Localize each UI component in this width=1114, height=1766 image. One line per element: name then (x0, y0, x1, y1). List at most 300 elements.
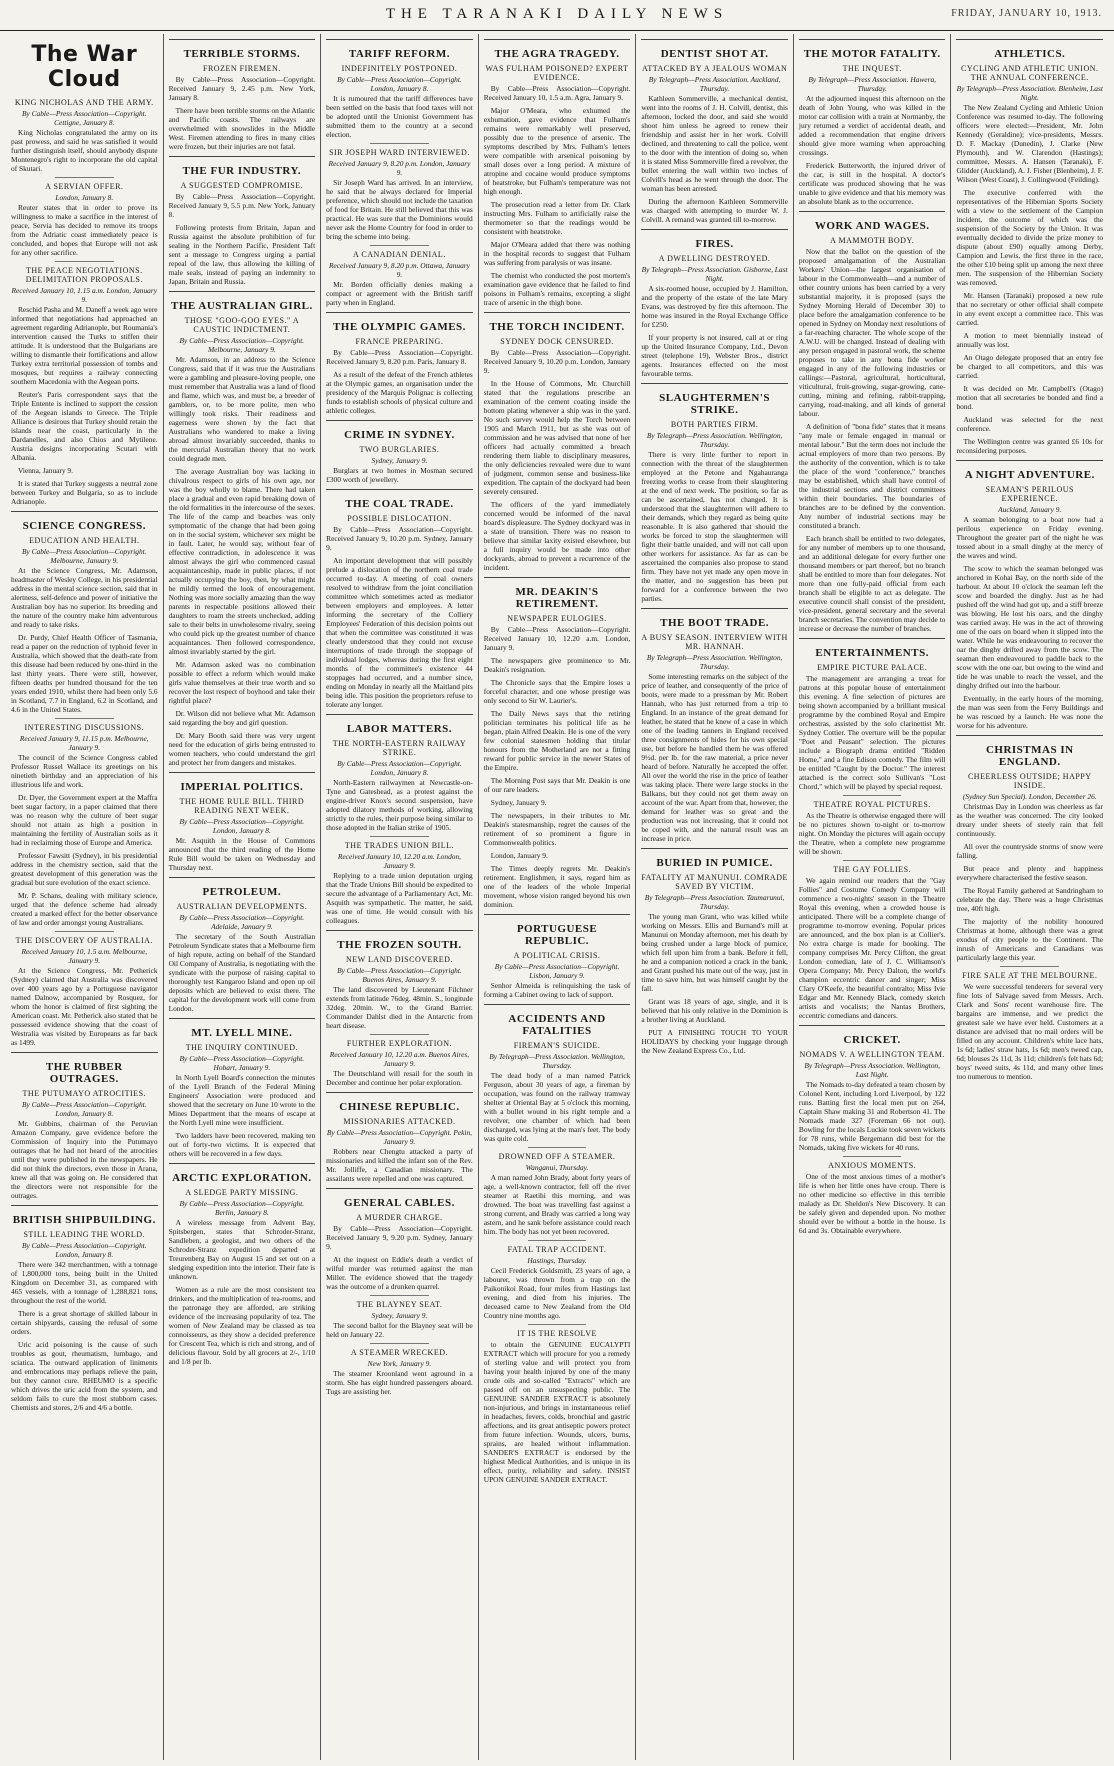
article-headline: TARIFF REFORM. (348, 48, 450, 60)
article-paragraph: Frederick Butterworth, the injured driver of the car, is still in the hospital. A doctor's certificate was produced showing that he was unable to give evidence and that his memory was an absolute blank as to the occurrence. (798, 161, 946, 206)
article-paragraph: Uric acid poisoning is the cause of such troubles as gout, rheumatism, lumbago, and sciatica. The outward application of liniments and embrocations may perhaps relieve the pain, but they cannot cure. RHEUMO is a specific which drives the uric acid from the system, and seldom fails to cure the most stubborn cases. Chemists and stores, 2/6 and 4/6 a bottle. (11, 1340, 158, 1412)
article-headline: LABOR MATTERS. (346, 723, 453, 735)
article-paragraph: Reuter's Paris correspondent says that the Triple Entente is inclined to support the cession of the Aegean islands to Greece. The Triple Alliance is desirous that Turkey should retain the islands near the coast, particularly in the Dardanelles, and also Chios and Mytilene. Austria designs incorporating Scutari with Albania. (11, 390, 158, 462)
subsection-divider (55, 261, 114, 262)
article-subheading: FROZEN FIREMEN. (203, 64, 281, 73)
article-dateline: By Telegraph—Press Association. Hawera, Thursday. (808, 75, 936, 93)
article-dateline: Received January 10, 1.5 a.m. Melbourne, January 9. (21, 947, 148, 965)
article-subheading: THEATRE ROYAL PICTURES. (813, 800, 931, 809)
subsection-divider (1000, 966, 1059, 967)
section-divider (641, 608, 788, 609)
article-headline: THE AGRA TRAGEDY. (494, 48, 620, 60)
article-headline: THE FROZEN SOUTH. (337, 939, 462, 951)
article (11, 42, 158, 173)
article-paragraph: It is stated that Turkey suggests a neutral zone between Turkey and Bulgaria, so as to include Adrianople. (11, 479, 158, 506)
article-subheading: THE NORTH-EASTERN RAILWAY STRIKE. (332, 739, 467, 757)
article (11, 1205, 158, 1412)
article-paragraph: The Times deeply regrets Mr. Deakin's retirement. Englishmen, it says, regard him as one of the leaders of the whole Imperial movement, whose vision ranged beyond his own dominion. (483, 864, 631, 909)
article-subheading: KING NICHOLAS AND THE ARMY. (14, 98, 154, 107)
section-divider (326, 1188, 473, 1189)
column-6 (794, 34, 952, 1760)
subsection-divider (55, 931, 114, 932)
article (326, 143, 473, 241)
section-divider (326, 39, 473, 40)
section-divider (11, 1205, 158, 1206)
newspaper-title: THE TARANAKI DAILY NEWS (385, 6, 729, 22)
article-paragraph: Kathleen Sommerville, a mechanical dentist, went into the rooms of J. H. Colvill, dentist, this afternoon, locked the door, and said she would shoot him unless he agreed to renew their friendship and assist her in her work. Colvill declined, and threatening to call the police, went to the door with the intention of doing so, when it is stated Miss Sommerville fired a revolver, the bullet entering the wall within two inches of Colvill's head as he went through the door. The woman has been arrested. (641, 94, 788, 193)
article-subheading: ATTACKED BY A JEALOUS WOMAN (641, 64, 788, 73)
article-subheading: THE TRADES UNION BILL. (344, 841, 454, 850)
article-paragraph: By Cable—Press Association—Copyright. Received January 9, 2.45 p.m. New York, January 8. (168, 75, 316, 102)
article-dateline: Sydney, January 9. (371, 456, 428, 465)
article-subheading: FURTHER EXPLORATION. (346, 1039, 452, 1048)
article (326, 312, 473, 415)
article-subheading: DROWNED OFF A STEAMER. (498, 1152, 616, 1161)
article-subheading: MISSIONARIES ATTACKED. (343, 1117, 456, 1126)
article-headline: CRICKET. (843, 1034, 901, 1046)
article-paragraph: The executive conferred with the representatives of the Hibernian Sports Society with a view to the settlement of the Campion incident, the outcome of which was the suspension of the Society by the Union. It was eventually decided to divide the prize money to dispute (about £90) equally among Derby, Campion and Lewis, the first three in the race, the other £10 being split up among the next three men. The suspension of the Hibernian Society was removed. (956, 188, 1104, 287)
section-divider (169, 1018, 316, 1019)
article-dateline: By Cable—Press Association—Copyright. Melbourne, January 9. (179, 336, 305, 354)
article-subheading: FIRE SALE AT THE MELBOURNE. (962, 971, 1098, 980)
section-divider (169, 1163, 316, 1164)
article-subheading: WAS FULHAM POISONED? EXPERT EVIDENCE. (485, 64, 629, 82)
article (326, 489, 473, 709)
article-dateline: By Telegraph—Press Association. Wellington, Last Night. (804, 1061, 940, 1079)
article-paragraph: By Cable—Press Association—Copyright. Received January 9, 9.20 p.m. Sydney, January 9. (326, 1224, 473, 1251)
article-dateline: By Cable—Press Association—Copyright. Hobart, January 9. (179, 1054, 305, 1072)
article-subheading: FATAL TRAP ACCIDENT. (507, 1245, 607, 1254)
section-divider (11, 511, 158, 512)
article-headline: THE FUR INDUSTRY. (182, 165, 302, 177)
column-7 (951, 34, 1108, 1760)
article-paragraph: A definition of "bona fide" states that it means "any male or female engaged in manual or mental labour." But the term does not include the actual employers of more than two persons. By the authority of the convention, which is to take the place of the word "conference," branches may be established, which shall have control of the industrial sections and district committees within their boundaries. The boundaries of branches are to be defined by the convention. Any number of industrial sections may be constituted a branch. (798, 422, 946, 530)
article (169, 291, 316, 767)
article (169, 772, 316, 872)
article-paragraph: The officers of the yard immediately concerned would be informed of the naval board's displeasure. The Sydney dockyard was in a state of transition. There was no reason to believe that similar laxity existed elsewhere, but a full inquiry would be made into other dockyards, abroad to prevent a recurrence of the incident. (483, 500, 631, 572)
article-paragraph: Dr. Wilson did not believe what Mr. Adamson said regarding the boy and girl question. (168, 709, 316, 727)
article (326, 1343, 473, 1396)
article-paragraph: The young man Grant, who was killed while working on Messrs. Ellis and Burnand's mill at Manunui on Monday afternoon, met his death by being crushed under a large block of pumice, which fell upon him from a bank. Before it fell, he and a companion noticed a crack in the bank, and Grant pushed his mate out of the way, just in time to save him, but was himself caught by the fall. (641, 912, 788, 993)
article (799, 39, 946, 206)
article (799, 211, 946, 633)
article-paragraph: It was decided on Mr. Campbell's (Otago) motion that all secretaries be bonded and find a bond. (956, 384, 1104, 411)
article-paragraph: There is a great shortage of skilled labour in certain shipyards, causing the refusal of some orders. (11, 1309, 158, 1336)
article (11, 511, 158, 714)
subsection-divider (370, 836, 429, 837)
article-dateline: By Telegraph—Press Association. Blenheim, Last Night. (956, 84, 1103, 102)
article-paragraph: The dead body of a man named Patrick Ferguson, about 30 years of age, a fireman by occupation, was found on the railway tramway shelter at Oriental Bay at 5 o'clock this morning, with a bullet wound in his right temple and a revolver, one chamber of which had been discharged, was lying at the man's feet. The body was quite cold. (483, 1071, 631, 1143)
article (799, 1025, 946, 1152)
article-subheading: A POLITICAL CRISIS. (513, 951, 601, 960)
subsection-divider (843, 860, 902, 861)
article-paragraph: Now that the ballot on the question of the proposed amalgamation of the Australian Workers' Union—the largest organisation of labour in the Commonwealth—and a number of other country unions has been carried by a very substantial majority, it is proposed (says the Sydney Morning Herald of December 30) to place before the amalgamation conference to be opened in Sydney on Monday next resolutions of a far-reaching character. The whole scope of the A.W.U. will be changed. Instead of dealing with any person engaged in pastoral work, the scheme proposes to take in any bona fide worker engaged in any of the following industries or callings:—Pastoral, agricultural, horticultural, viticultural, fruit-growing, sugar-growing, cane-cutting, mining and refining, rabbit-trapping, carrying, road-making, and all kinds of general labour. (798, 247, 946, 418)
masthead (0, 0, 1114, 31)
article-headline: GENERAL CABLES. (344, 1197, 455, 1209)
article-paragraph: The Daily News says that the retiring politician terminates his political life as he began, plain Alfred Deakin. He is one of the very few colonial statesmen holding that titular honours from the Motherland are not a fitting reward for public service in the newer States of the Empire. (483, 709, 631, 772)
article-paragraph: By Cable—Press Association—Copyright. Received January 9, 5.5 p.m. New York, January 8. (168, 192, 316, 219)
subsection-divider (55, 177, 114, 178)
article-headline: THE COAL TRADE. (345, 498, 454, 510)
article-dateline: Received January 10, 12.20 a.m. Buenos Aires, January 9. (329, 1050, 470, 1068)
section-divider (326, 1092, 473, 1093)
article (11, 718, 158, 927)
article-subheading: NEWSPAPER EULOGIES. (507, 614, 607, 623)
article-paragraph: One of the most anxious times of a mother's life is when her little ones have croup. There is no other medicine so effective in this terrible malady as Dr. Sheldon's New Discovery. It can be safely given and depended upon. No mother should ever be without a bottle in the house. 1s 6d and 3s. Obtainable everywhere. (798, 1172, 946, 1235)
article (956, 39, 1103, 455)
article (326, 245, 473, 307)
article (484, 914, 631, 999)
article-paragraph: North-Eastern railwaymen at Newcastle-on-Tyne and Gateshead, as a protest against the engine-driver Knox's second suspension, have adopted dilatory methods of working, allowing strictly to the rules, their purpose being similar to those adopted in the Italian strike of 1905. (326, 778, 473, 832)
subsection-divider (370, 143, 429, 144)
article (11, 177, 158, 257)
subsection-divider (370, 1034, 429, 1035)
article-subheading: NOMADS V. A WELLINGTON TEAM. (799, 1050, 945, 1059)
article-paragraph: In North Lyell Board's connection the minutes of the Lyell Branch of the Federal Mining Engineers' Association were produced and showed that the secretary on June 10 wrote to the Mines Department that the means of escape at the North Lyell mine were insufficient. (168, 1073, 316, 1127)
article-dateline: By Telegraph—Press Association. Wellington, Thursday. (646, 653, 783, 671)
article-paragraph: In the House of Commons, Mr. Churchill stated that the regulations prescribe an examination of the cement coating inside the bottom plating whenever a ship was in the yard. No such survey would help the Torch between 1905 and March 1911, but as she was out of commission and he was advised that none of her officers had actually committed a breach rendering them liable to disciplinary measures, the only deficiencies revealed were due to want of judgment, common sense and business-like expedition. The captain of the dockyard had been severely censured. (483, 379, 631, 496)
article-paragraph: The Nomads to-day defeated a team chosen by Colonel Kent, including Lord Liverpool, by 122 runs. Batting first the local men put on 264, Captain Shaw making 31 and Robertson 41. The Nomads made 327 (Foreman 66 not out). Bowling for the locals Luckie took seven wickets for 78 runs, while Bergemann did best for the Nomads, taking five wickets for 40 runs. (798, 1080, 946, 1152)
article-subheading: POSSIBLE DISLOCATION. (347, 514, 452, 523)
article-paragraph: Women as a rule are the most consistent tea drinkers, and the multiplication of tea-rooms, and the patronage they are afforded, are striking evidence of the increasing popularity of tea. The women of New Zealand may be classed as tea connoisseurs, as they show a decided preference for Crescent Tea, which is rich and strong, and of delicious flavour. Sold by all grocers at 2/-, 1/10 and 1/8 per lb. (168, 1285, 316, 1366)
section-divider (169, 772, 316, 773)
article-dateline: By Cable—Press Association—Copyright. Lisbon, January 9. (494, 962, 620, 980)
article-paragraph: Some interesting remarks on the subject of the price of leather, and consequently of the price of boots, were made to a pressman by Mr. Robert Hannah, who has just returned from a trip to England. In an instance of the great demand for leather, he stated that he knew of a case in which one of the leading tanners in England received three consignments of hides for his own special use, but before he handled them he was offered 9½d. per lb. for the raw material, a price never heard of before. Naturally he accepted the offer. All over the world the rise in the price of leather was taking place. There were large stocks in the Balkans, but they could not get them away on account of the war. Apart from that, however, the demand for leather was so great and the production was not increasing, that it could not be coped with, and the natural result was an increase in price. (641, 672, 788, 843)
article (956, 460, 1103, 730)
article-paragraph: Reuter states that in order to prove its willingness to make a sacrifice in the interest of peace, Servia has decided to remove its troops from the Adriatic coast immediately peace is concluded, and hopes that Europe will not ask for any other sacrifice. (11, 203, 158, 257)
article-headline: IMPERIAL POLITICS. (180, 781, 304, 793)
column-1 (6, 34, 164, 1760)
article-paragraph: During the afternoon Kathleen Sommerville was charged with attempting to murder W. J. Colvill. A remand was granted till to-morrow. (641, 197, 788, 224)
subsection-divider (843, 795, 902, 796)
article-headline: PETROLEUM. (202, 886, 282, 898)
article-dateline: Wanganui, Thursday. (525, 1163, 589, 1172)
article-paragraph: The council of the Science Congress cabled Professor Russel Wallace its greetings on his ninetieth birthday and an appreciation of his illustrious life and work. (11, 753, 158, 789)
article (799, 860, 946, 1020)
article-subheading: FRANCE PREPARING. (355, 337, 444, 346)
section-divider (641, 848, 788, 849)
section-divider (799, 1025, 946, 1026)
article-paragraph: Mr. Gubbins, chairman of the Peruvian Amazon Company, gave evidence before the Commission of Inquiry into the Putumayo outrages that he had not heard of the atrocities until they were published in the newspapers. He did not think the directors, even those in Arana, knew all that was going on. He considered that the directors were not responsible for the outrages. (11, 1119, 158, 1200)
article-paragraph: The Deutschland will resail for the south in December and continue her polar exploration. (326, 1069, 473, 1087)
article-paragraph: If your property is not insured, call at or ring up the United Insurance Company, Ltd., Devon street (telephone 19), Webster Bros., district agents. Insurances effected on the most favourable terms. (641, 333, 788, 378)
section-divider (169, 291, 316, 292)
article-headline: THE MOTOR FATALITY. (803, 48, 941, 60)
article-subheading: TWO BURGLARIES. (359, 445, 440, 454)
article-paragraph: The chemist who conducted the post mortem's examination gave evidence that he failed to find poisons in Fulham's remains, excepting a slight trace of arsenic in the thigh bone. (483, 271, 631, 307)
article-paragraph: It is rumoured that the tariff differences have been settled on the basis that food taxes will not be adopted until the Unionist Government has submitted them to the country at a second election. (326, 94, 473, 139)
article-dateline: Received January 10, 1.15 a.m. London, January 9. (11, 286, 158, 304)
article-subheading: IT IS THE RESOLVE (517, 1329, 597, 1338)
article-paragraph: Mr. Adamson, in an address to the Science Congress, said that if it was true the Australians were a gambling and pleasure-loving people, one must remember that Australia was a land of flood and flame, which was, and must be, a breeder of gamblers, or, to be more polite, men who willingly took risks. Their readiness and eagerness were shown by the fact that Australians who wandered to make a living abroad almost invariably succeeded, thanks to the mercurial Australian theory that no work could degrade men. (168, 355, 316, 463)
article (326, 1295, 473, 1339)
article-paragraph: Burglars at two homes in Mosman secured £300 worth of jewellery. (326, 466, 473, 484)
article-dateline: By Cable—Press Association—Copyright. London, January 8. (337, 759, 462, 777)
article-headline: THE RUBBER OUTRAGES. (45, 1061, 123, 1085)
article-paragraph: PUT A FINISHING TOUCH TO YOUR HOLIDAYS by checking your luggage through the New Zealand Express Co., Ltd. (641, 1028, 788, 1055)
section-divider (956, 39, 1103, 40)
section-divider (799, 638, 946, 639)
article (641, 39, 788, 224)
article-paragraph: Replying to a trade union deputation urging that the Trade Unions Bill should be expedited to secure the advantage of a Parliamentary Act, Mr. Asquith was sympathetic. The matter, he said, was one of time. He would consult with his colleagues. (326, 871, 473, 925)
article-headline: CHINESE REPUBLIC. (339, 1101, 460, 1113)
article (11, 261, 158, 506)
column-3 (321, 34, 479, 1760)
article-paragraph: An important development that will possibly prelude a dislocation of the northern coal trade occurred to-day. A meeting of coal owners resolved to withdraw from the joint conciliation committee which sometimes acted as mediator between employers and employees. A letter informing the secretary of the Colliery Employees' Federation of this decision points out that when the committee was constituted it was clearly understood that they could not excuse interruptions of trade through the stoppage of individual lodges, whereas during the first eight months of the committee's existence 44 stoppages had occurred, and a number since, ending on Monday in nearly all the Maitland pits being idle. This position the proprietors refuse to tolerate any longer. (326, 556, 473, 709)
article-dateline: By Cable—Press Association—Copyright. Berlin, January 8. (179, 1199, 305, 1217)
section-divider (484, 312, 631, 313)
column-2 (164, 34, 322, 1760)
subsection-divider (370, 1343, 429, 1344)
subsection-divider (528, 1240, 587, 1241)
article (641, 383, 788, 603)
section-divider (326, 420, 473, 421)
article-subheading: A BUSY SEASON. INTERVIEW WITH MR. HANNAH. (641, 633, 788, 651)
article-subheading: FIREMAN'S SUICIDE. (513, 1041, 601, 1050)
article-paragraph: Eventually, in the early hours of the morning, the man was seen from the Ferry Buildings and he was rescued by a launch. He was none the worse for his adventure. (956, 694, 1104, 730)
article-headline: CHRISTMAS IN ENGLAND. (985, 744, 1074, 768)
article-headline: CRIME IN SYDNEY. (344, 429, 455, 441)
section-divider (641, 383, 788, 384)
article-dateline: Auckland, January 9. (998, 505, 1062, 514)
section-divider (799, 211, 946, 212)
section-divider (956, 460, 1103, 461)
article-subheading: EMPIRE PICTURE PALACE. (817, 663, 928, 672)
article-headline: THE OLYMPIC GAMES. (332, 321, 466, 333)
article-headline: WORK AND WAGES. (814, 220, 930, 232)
article-dateline: New York, January 9. (367, 1359, 432, 1368)
article-paragraph: The New Zealand Cycling and Athletic Union Conference was resumed to-day. The following officers were elected:—President, Mr. John Kennedy (Geraldine); vice-presidents, Messrs. D. F. Mackay (Dunedin), J. Clarke (New Plymouth), and W. Clarendon (Hastings); committee, Messrs. A. Hansen (Taranaki), F. Glidder (Auckland), A. J. Fisher (Blenheim), J. F. Wilson (West Coast), J. Collingwood (Feilding). (956, 103, 1104, 184)
article-headline: PORTUGUESE REPUBLIC. (516, 923, 598, 947)
article-headline: THE AUSTRALIAN GIRL. (171, 300, 313, 312)
article-paragraph: Robbers near Chengtu attacked a party of missionaries and killed the infant son of the Rev. Mr. Jolliffe, a Canadian missionary. The assailants were repelled and one was captured. (326, 1147, 473, 1183)
article-dateline: By Telegraph—Press Association. Auckland, Thursday. (648, 75, 781, 93)
article (326, 1092, 473, 1183)
section-divider (326, 714, 473, 715)
article-paragraph: By Cable—Press Association—Copyright. Received January 9, 10.20 p.m. London, January 9. (483, 348, 631, 375)
article-paragraph: Mr. Borden officially denies making a compact or agreement with the British tariff party when in England. (326, 280, 473, 307)
article-headline: ATHLETICS. (994, 48, 1066, 60)
article-dateline: By Cable—Press Association—Copyright. Buenos Aires, January 9. (337, 966, 462, 984)
article-paragraph: There were 342 merchantmen, with a tonnage of 1,800,000 tons, being built in the United Kingdom on December 31, as compared with 465 vessels, with a tonnage of 1,288,821 tons, throughout the rest of the world. (11, 1260, 158, 1305)
article-paragraph: Major O'Meara, who exhumed the exhumation, gave evidence that Fulham's remains were remarkably well preserved, possibly due to the presence of arsenic. The symptoms described by Mrs. Fulham's letters were compatible with arsenical poisoning by small doses over a long period. A mixture of atropine and cocaine would produce symptoms of heatstroke, but Fulham's temperature was not high enough. (483, 106, 631, 196)
article-subheading: THOSE "GOO-GOO EYES." A CAUSTIC INDICTMENT. (184, 316, 300, 334)
article (484, 1324, 631, 1484)
article-paragraph: By Cable—Press Association—Copyright. Received January 10, 1.5 a.m. Agra, January 9. (483, 84, 631, 102)
article (326, 39, 473, 139)
article-headline: A NIGHT ADVENTURE. (964, 469, 1095, 481)
article-headline: ENTERTAINMENTS. (815, 647, 929, 659)
article (799, 1156, 946, 1235)
article-paragraph: By Cable—Press Association—Copyright. Received January 9, 8.20 p.m. Paris, January 8. (326, 348, 473, 366)
article (326, 714, 473, 832)
article-paragraph: The management are arranging a treat for patrons at this popular house of entertainment this evening. A fine selection of pictures are being shown accompanied by a brilliant musical programme by the combined Royal and Empire orchestras, assisted by the solo clarinettist Mr. Sydney Cottier. The overture will be the popular "Poet and Peasant" selection. The pictures include a Biograph drama entitled "Ridden Home," and a fine Edison comedy. The film will be entitled "Caught by the Doctor." The interest attached is the correct solo Sullivan's "Lost Chord," which will be played by special request. (798, 674, 946, 791)
article-paragraph: Mr. Hansen (Taranaki) proposed a new rule that no secretary or other official shall compete in any event except a committee race. This was carried. (956, 291, 1104, 327)
article-headline: The War Cloud (31, 42, 138, 92)
article-headline: BRITISH SHIPBUILDING. (12, 1214, 156, 1226)
article-paragraph: A seaman belonging to a boat now had a perilous experience on Friday evening. Throughout the greater part of the night he was tossed about in a small dinghy at the mercy of the waves and wind. (956, 515, 1104, 560)
article-paragraph: We again remind our readers that the "Gay Follies" and Costume Comedy Company will commence a two-nights' season in the Theatre Royal this evening, when a crowded house is anticipated. There will be a complete change of programme to-morrow evening. Popular prices are announced, and the box plan is at Collier's. No extra charge is made for booking. The company comprises Mr. Percy Clifton, the great London comedian, late of J. C. Williamson's Opera Company; Mr. Percy Dalton, the world's champion eccentric dancer and singer; Miss Clary O'Keefe, the beautiful contralto; Miss Ivie Edgar and Mr. Kennedy Black, comedy sketch artists and vocalists; the Nantas Brothers, eccentric comedians and dancers. (798, 876, 946, 1020)
article-headline: BURIED IN PUMICE. (656, 857, 773, 869)
article (641, 229, 788, 378)
article (799, 638, 946, 791)
article-dateline: By Cable—Press Association—Copyright. Pekin, January 9. (326, 1128, 473, 1146)
article-paragraph: Dr. Dyer, the Government expert at the Maffra beet sugar factory, in a paper claimed that there was no reason why the culture of beet sugar should not attain as high a position in maintaining the fertility of Australian soils as it had in reclaiming those of Europe and America. (11, 793, 158, 847)
article-paragraph: A six-roomed house, occupied by J. Hamilton, and the property of the estate of the late Mary Evans, was destroyed by fire this afternoon. The home was insured in the Royal Exchange Office for £250. (641, 284, 788, 329)
subsection-divider (528, 1324, 587, 1325)
column-5 (636, 34, 794, 1760)
article-paragraph: Professor Fawsitt (Sydney), in his presidential address in the chemistry section, said that the greatest development of this generation was the gradual but sure evolution of the exact science. (11, 851, 158, 887)
section-divider (799, 39, 946, 40)
article-paragraph: Sydney, January 9. (490, 798, 547, 807)
article-subheading: SEAMAN'S PERILOUS EXPERIENCE. (985, 485, 1074, 503)
section-divider (169, 39, 316, 40)
article (484, 1240, 631, 1320)
article-paragraph: The majority of the nobility honoured Christmas at home, although there was a great exodus of city people to the Continent. The inrush of Americans and Canadians was particularly large this year. (956, 917, 1104, 962)
article-paragraph: The scow to which the seaman belonged was anchored in Kohai Bay, on the north side of the harbour. At about 10 o'clock the seaman left the scow and boarded the dinghy. Just as he had pushed off the wind had got up, and a stiff breeze was blowing. He lost his oars, and the dinghy was carried away. He was in the act of throwing one of the oars on board when it slipped into the water. While he was endeavouring to recover the oar the dinghy drifted away from the scow. The seaman then endeavoured to paddle back to the scow with the one oar, but owing to the wind and tide he was unable to reach the vessel, and the dinghy drifted out into the harbour. (956, 564, 1104, 690)
article-paragraph: Senhor Almeida is relinquishing the task of forming a Cabinet owing to lack of support. (483, 981, 631, 999)
article-headline: MT. LYELL MINE. (191, 1027, 293, 1039)
article-headline: DENTIST SHOT AT. (660, 48, 769, 60)
section-divider (169, 877, 316, 878)
article (484, 312, 631, 572)
article (169, 39, 316, 151)
article-paragraph: London, January 9. (490, 851, 548, 860)
article-paragraph: Reschid Pasha and M. Daneff a week ago were informed that negotiations had approached an agreement regarding Adrianople, but Roumania's intervention caused the Turks to stiffen their attitude. It is understood that the Bulgarians are willing to dismantle their fortifications and allow Turkey extra territorial possession of tombs and mosques, but requires a railway connecting southern Macedonia with the Aegean ports. (11, 305, 158, 386)
article-paragraph: A man named John Brady, about forty years of age, a well-known contractor, fell off the river steamer at Raetihi this morning, and was drowned. The boat was travelling fast against a strong current, and Brady was carried a long way astern, and he sank before assistance could reach him. The body has not yet been recovered. (483, 1173, 631, 1236)
section-divider (484, 1004, 631, 1005)
article-paragraph: We were successful tenderers for several very fine lots of Salvage saved from Messrs. Arch. Clark and Sons' recent warehouse fire. The bargains are immense, and we predict the greatest sale we have ever held. Customers at a distance are advised that no mail orders will be filled on any account. Children's white lace hats, 1s 6d; ladies' straw hats, 1s 6d; men's tweed cap, 6d; blouses 2s 11d, 3s 11d; children's felt hats 6d; boys' tweed suits, 4s 11d, and many other lines too numerous to mention. (956, 982, 1104, 1081)
section-divider (326, 489, 473, 490)
article-paragraph: Vienna, January 9. (18, 466, 73, 475)
article-subheading: THE PUTUMAYO ATROCITIES. (22, 1089, 147, 1098)
article-subheading: A MAMMOTH BODY. (830, 236, 915, 245)
article-subheading: THE INQUEST. (842, 64, 902, 73)
article-paragraph: Dr. Purdy, Chief Health Officer of Tasmania, read a paper on the reduction of typhoid fever in Australia, which showed that the death-rate from this disease had been reduced by one-third in the last thirty years. There were still, however, fifteen deaths per hundred thousand for the ten years ended 1910, whilst there had been only 5.6 in Scotland, 7.7 in England, 6.2 in Scotland, and 4.6 in the United States. (11, 633, 158, 714)
article-subheading: THE DISCOVERY OF AUSTRALIA. (15, 936, 153, 945)
article-subheading: A SERVIAN OFFER. (45, 182, 124, 191)
article (799, 795, 946, 856)
article-headline: FIRES. (695, 238, 734, 250)
section-divider (326, 930, 473, 931)
article-paragraph: As the Theatre is otherwise engaged there will be no pictures shown to-night or to-morrow night. On Monday the pictures will again occupy the Theatre, when a complete new programme will be shown. (798, 811, 946, 856)
article (484, 577, 631, 909)
article-paragraph: There have been terrible storms on the Atlantic and Pacific coasts. The railways are overwhelmed with snowslides in the Middle West. Firemen attending to fires in many cities were frozen, but their injuries are not fatal. (168, 106, 316, 151)
article-paragraph: Major O'Meara added that there was nothing in the hospital records to suggest that Fulham was suffering from paralysis or was insane. (483, 240, 631, 267)
article (11, 1052, 158, 1200)
article-paragraph: The land discovered by Lieutenant Filchner extends from latitude 76deg. 48min. S., longitude 32deg. 20min. W., to the Grand Barrier. Commander Dahlst died in the Antarctic from heart disease. (326, 985, 473, 1030)
article-paragraph: The Morning Post says that Mr. Deakin is one of our rare leaders. (483, 776, 631, 794)
article-paragraph: The steamer Kroonland went aground in a storm. She has eight hundred passengers aboard. Tugs are assisting her. (326, 1369, 473, 1396)
article-dateline: Sydney, January 9. (371, 1311, 428, 1320)
article-headline: MR. DEAKIN'S RETIREMENT. (515, 586, 599, 610)
article-paragraph: At the Science Congress, Mr. Adamson, headmaster of Wesley College, in his presidential address in the mental science section, said that in alertness, self-defence and power of initiative the Australian boy has no superior. Its breeding and the nature of the country make him adventurous and ready to take risks. (11, 566, 158, 629)
section-divider (641, 39, 788, 40)
subsection-divider (370, 245, 429, 246)
article-paragraph: The Royal Family gathered at Sandringham to celebrate the day. There was a huge Christmas tree, 40ft high. (956, 886, 1104, 913)
article-paragraph: The Wellington centre was granted £6 10s for reconsidering purposes. (956, 437, 1104, 455)
article-dateline: London, January 8. (55, 193, 114, 202)
article-paragraph: By Cable—Press Association—Copyright. Received January 9, 10.20 p.m. Sydney, January 9. (326, 525, 473, 552)
article (326, 1034, 473, 1087)
article (326, 836, 473, 925)
article-dateline: Received January 9, 8.20 p.m. London, January 9. (328, 159, 471, 177)
article-paragraph: By Cable—Press Association—Copyright. Received January 10, 12.20 a.m. London, January 9. (483, 625, 631, 652)
article (169, 877, 316, 1013)
article-paragraph: Each branch shall be entitled to two delegates, for any number of members up to one thousand, and an additional delegate for every further one thousand members or part thereof, but no branch shall be entitled to more than four delegates. Not more than one fully-paid official from each branch shall be eligible to act as delegate. The executive council shall consist of the president, vice-president, general secretary and the several branch secretaries. The convention may decide to increase or decrease the number of branches. (798, 534, 946, 633)
article-subheading: FATALITY AT MANUNUI. COMRADE SAVED BY VICTIM. (641, 873, 788, 891)
article-subheading: THE INQUIRY CONTINUED. (185, 1043, 298, 1052)
article-dateline: Hastings, Thursday. (527, 1256, 587, 1265)
article-paragraph: Mr. Adamson asked was no combination possible to effect a reform which would make girls value themselves at their true worth and so recover the lost respect of boyhood and take their rightful place? (168, 660, 316, 705)
article-paragraph: All over the countryside storms of snow were falling. (956, 842, 1104, 860)
article-dateline: Received January 9, 8.20 p.m. Ottawa, January 9. (328, 261, 470, 279)
article-dateline: By Cable—Press Association—Copyright. London, January 8. (21, 1241, 147, 1259)
issue-date: FRIDAY, JANUARY 10, 1913. (951, 8, 1102, 19)
article (169, 1018, 316, 1158)
article (326, 930, 473, 1030)
subsection-divider (55, 718, 114, 719)
article-subheading: THE BLAYNEY SEAT. (356, 1300, 443, 1309)
article (484, 1147, 631, 1236)
article-paragraph: The second ballot for the Blayney seat will be held on January 22. (326, 1321, 473, 1339)
article-paragraph: The average Australian boy was lacking in chivalrous respect to girls of his own age, nor was the boy wholly to blame. There had taken place a gradual and even rapid breaking down of the old formalities in the intercourse of the sexes. The life of the camp and beaches was only symptomatic of the change that had been going on in the social system, whichever sex might be in fault. Later, he would say, without fear of effective contradiction, in adolescence it was almost always the girl who commenced casual acquaintanceship, made in public places, if not actually occupying the boy, then, by what might be mildly termed the look of encouragement. Nothing was more socially amazing than the way parents in respectable positions allowed their daughters to roam the streets unchecked, adding sale to their belts in unwholesome rivalry, seeing who could pick up the greatest number of chance acquaintances. Then followed correspondence, almost invariably started by the girl. (168, 467, 316, 656)
subsection-divider (370, 1295, 429, 1296)
article-subheading: INDEFINITELY POSTPONED. (341, 64, 458, 73)
article-subheading: A DWELLING DESTROYED. (658, 254, 771, 263)
article-paragraph: As a result of the defeat of the French athletes at the Olympic games, an organisation under the presidency of the Marquis Polignac is collecting funds to establish schools of physical culture and athletic colleges. (326, 370, 473, 415)
article-paragraph: Cecil Frederick Goldsmith, 23 years of age, a labourer, was thrown from a trap on the Paikonikoi Road, four miles from Hastings last evening, and died from his injuries. The deceased came to New Zealand from the Old Country nine months ago. (483, 1266, 631, 1320)
article (326, 1188, 473, 1291)
article-dateline: By Cable—Press Association—Copyright. London, January 8. (179, 817, 305, 835)
article-subheading: CYCLING AND ATHLETIC UNION. THE ANNUAL CONFERENCE. (961, 64, 1099, 82)
section-divider (484, 914, 631, 915)
article (484, 1004, 631, 1143)
section-divider (11, 1052, 158, 1053)
article (641, 848, 788, 1055)
article (484, 39, 631, 307)
article-headline: SLAUGHTERMEN'S STRIKE. (659, 392, 771, 416)
article-dateline: Received January 10, 12.20 a.m. London, January 9. (337, 852, 462, 870)
section-divider (641, 229, 788, 230)
article-subheading: SYDNEY DOCK CENSURED. (500, 337, 614, 346)
article (641, 608, 788, 843)
article-paragraph: Mr. P. Schans, dealing with military science, urged that the defence scheme had already created a marked effect for the better observance of law and order amongst young Australians. (11, 891, 158, 927)
article-subheading: A STEAMER WRECKED. (350, 1348, 448, 1357)
article-paragraph: But peace and plenty and happiness everywhere characterised the festive season. (956, 864, 1104, 882)
article-headline: SCIENCE CONGRESS. (22, 520, 146, 532)
article-paragraph: The Chronicle says that the Empire loses a forceful character, and one whose prestige was only second to Sir W. Laurier's. (483, 678, 631, 705)
section-divider (956, 735, 1103, 736)
article-subheading: EDUCATION AND HEALTH. (29, 536, 140, 545)
article-subheading: SIR JOSEPH WARD INTERVIEWED. (329, 148, 470, 157)
newspaper-page (6, 34, 1108, 1760)
article-paragraph: Sir Joseph Ward has arrived. In an interview, he said that he always declared for Imperial preference, which should not include the taxation of food for Britain. He still believed that this was practical. He was sure that the Dominions would never ask the Home Country for food in order to bring the scheme into being. (326, 178, 473, 241)
article-paragraph: An Otago delegate proposed that an entry fee be charged to all competitors, and this was carried. (956, 353, 1104, 380)
article-paragraph: A motion to meet biennially instead of annually was lost. (956, 331, 1104, 349)
section-divider (484, 577, 631, 578)
article-paragraph: There is very little further to report in connection with the threat of the slaughtermen employed at the Petone and Ngahauranga freezing works to cease from their slaughtering at the end of next week. The position, so far as can be ascertained, has not changed. It is understood that the slaughtermen will adhere to their demands, which they regard as being quite reasonable. It is also gathered that should the works be forced to stop the slaughtermen will fight their battle unaided, and will not call upon other workers for assistance. As far as can be ascertained the companies also propose to stand firm. They have not yet made any open move in the matter, and no suggestion has been put forward for a conference between the two parties. (641, 450, 788, 603)
column-4 (479, 34, 637, 1760)
article-dateline: By Cable—Press Association—Copyright. Melbourne, January 9. (21, 547, 147, 565)
article-subheading: CHEERLESS OUTSIDE; HAPPY INSIDE. (967, 772, 1092, 790)
article (956, 735, 1103, 962)
article-dateline: By Telegraph—Press Association. Taumarunui, Thursday. (644, 893, 785, 911)
article-paragraph: Mr. Asquith in the House of Commons announced that the third reading of the Home Rule Bill would be taken on Wednesday and Thursday next. (168, 836, 316, 872)
article-paragraph: King Nicholas congratulated the army on its past prowess, and said he was satisfied it would further distinguish itself, should anybody dispute Montenegro's right to incorporate the old capital of Skutari. (11, 128, 158, 173)
article-paragraph: The newspapers, in their tributes to Mr. Deakin's statesmanship, regret the causes of the retirement of so prominent a figure in Commonwealth politics. (483, 811, 631, 847)
article-headline: THE TORCH INCIDENT. (489, 321, 625, 333)
